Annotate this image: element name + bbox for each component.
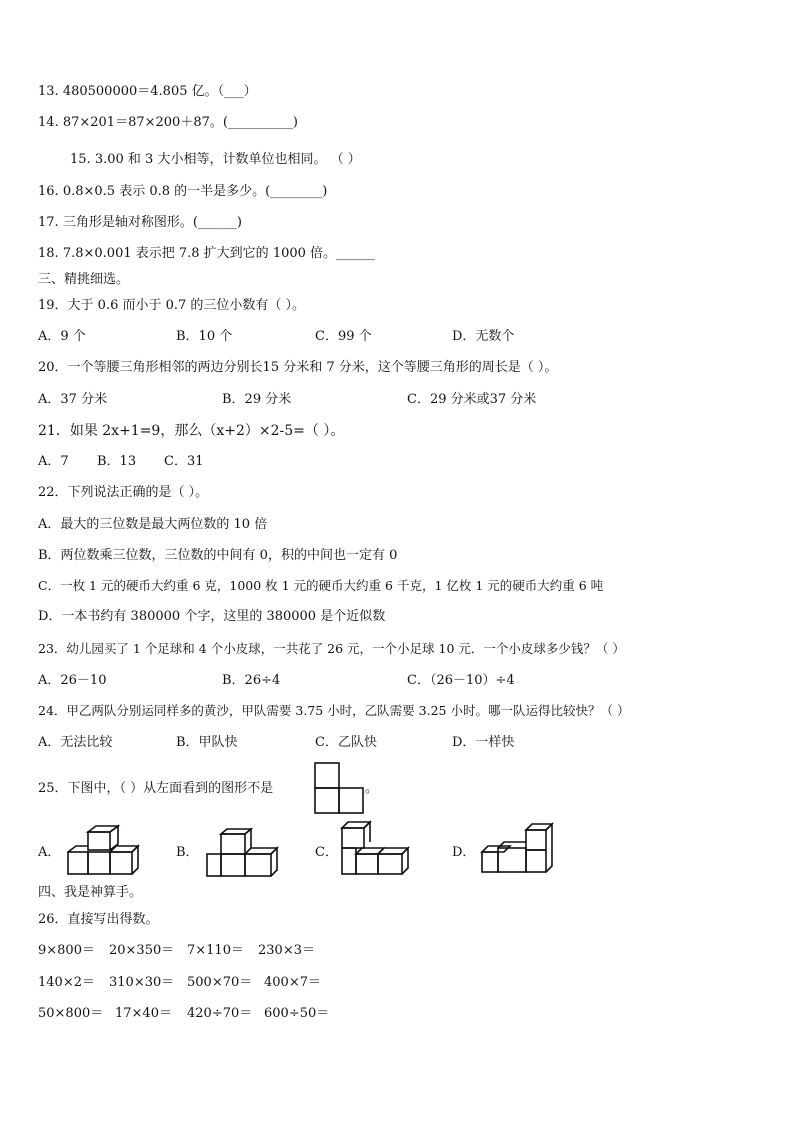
calc-item: 420÷70＝	[187, 1006, 253, 1021]
option-d: D．	[452, 845, 476, 860]
question-20: 20．一个等腰三角形相邻的两边分别长15 分米和 7 分米，这个等腰三角形的周长是（ ）。	[38, 360, 558, 375]
option-a: A．37 分米	[38, 392, 108, 407]
option-b: B．两位数乘三位数，三位数的中间有 0，积的中间也一定有 0	[38, 548, 398, 563]
question-text: 0.8×0.5 表示 0.8 的一半是多少。(________)	[62, 184, 328, 199]
question-25-end: 。	[365, 781, 379, 796]
calc-item: 140×2＝	[38, 975, 95, 990]
cube-figure-a	[64, 822, 142, 878]
cube-figure-d	[480, 822, 556, 878]
option-b: B．13	[97, 454, 137, 469]
option-a: A．无法比较	[38, 735, 113, 750]
option-b: B．29 分米	[222, 392, 292, 407]
option-a: A．	[38, 845, 61, 860]
question-18	[38, 245, 375, 263]
question-text: 25．下图中，（ ）从左面看到的图形不是	[38, 781, 274, 796]
option-d: D．一本书约有 380000 个字，这里的 380000 是个近似数	[38, 609, 386, 624]
calc-item: 9×800＝	[38, 943, 95, 958]
calc-item: 310×30＝	[109, 975, 175, 990]
question-22: 22．下列说法正确的是（ ）。	[38, 485, 209, 500]
calc-item: 230×3＝	[258, 943, 315, 958]
question-number: 17.	[38, 215, 59, 230]
option-a: A．26－10	[38, 673, 107, 688]
question-15	[70, 151, 361, 169]
option-b: B．26÷4	[222, 673, 281, 688]
question-25	[38, 780, 273, 798]
question-text: 480500000＝4.805 亿。（___）	[62, 84, 257, 99]
option-c: C．29 分米或37 分米	[407, 392, 537, 407]
question-number: 15.	[70, 152, 91, 167]
question-21: 21．如果 2x+1=9，那么（x+2）×2-5=（ ）。	[38, 423, 345, 439]
section-heading-4: 四、我是神算手。	[38, 885, 143, 900]
option-c: C．31	[164, 454, 204, 469]
question-number: 18.	[38, 246, 59, 261]
cube-figure-c	[340, 820, 416, 878]
question-text: 87×201＝87×200＋87。(__________)	[62, 115, 299, 130]
question-17	[38, 214, 242, 232]
question-23: 23．幼儿园买了 1 个足球和 4 个小皮球，一共花了 26 元，一个小足球 10 元．一个小皮球多少钱？（ ）	[38, 641, 625, 656]
calc-item: 400×7＝	[264, 975, 321, 990]
option-a: A．最大的三位数是最大两位数的 10 倍	[38, 517, 268, 532]
calc-item: 7×110＝	[187, 943, 244, 958]
option-b: B．	[176, 845, 199, 860]
question-19: 19．大于 0.6 而小于 0.7 的三位小数有（ ）。	[38, 298, 306, 313]
question-13	[38, 83, 257, 101]
question-16	[38, 183, 327, 201]
question-text: 7.8×0.001 表示把 7.8 扩大到它的 1000 倍。______	[62, 246, 376, 261]
question-text: 3.00 和 3 大小相等，计数单位也相同。 （ ）	[94, 152, 361, 167]
option-c: C．	[315, 845, 338, 860]
calc-item: 17×40＝	[115, 1006, 172, 1021]
question-14	[38, 114, 298, 132]
option-d: D．无数个	[452, 329, 515, 344]
question-number: 13.	[38, 84, 59, 99]
option-b: B．甲队快	[176, 735, 238, 750]
cube-figure-b	[205, 828, 281, 878]
option-d: D．一样快	[452, 735, 515, 750]
option-b: B．10 个	[176, 329, 233, 344]
option-c: C．乙队快	[315, 735, 377, 750]
option-c: C．一枚 1 元的硬币大约重 6 克，1000 枚 1 元的硬币大约重 6 千克，1 亿枚 1 元的硬币大约重 6 吨	[38, 578, 604, 593]
question-number: 16.	[38, 184, 59, 199]
section-heading-3: 三、精挑细选。	[38, 272, 130, 287]
calc-item: 500×70＝	[187, 975, 253, 990]
side-view-figure	[314, 762, 366, 816]
option-c: C．99 个	[315, 329, 372, 344]
option-a: A．7	[38, 454, 69, 469]
option-a: A．9 个	[38, 329, 86, 344]
calc-item: 20×350＝	[109, 943, 175, 958]
question-26: 26．直接写出得数。	[38, 912, 159, 927]
option-c: C．（26－10）÷4	[407, 673, 515, 688]
calc-item: 600÷50＝	[264, 1006, 330, 1021]
question-24: 24．甲乙两队分别运同样多的黄沙，甲队需要 3.75 小时，乙队需要 3.25 小时。哪一队运得比较快？（ ）	[38, 703, 630, 718]
calc-item: 50×800＝	[38, 1006, 104, 1021]
question-number: 14.	[38, 115, 59, 130]
question-text: 三角形是轴对称图形。(______)	[62, 215, 242, 230]
